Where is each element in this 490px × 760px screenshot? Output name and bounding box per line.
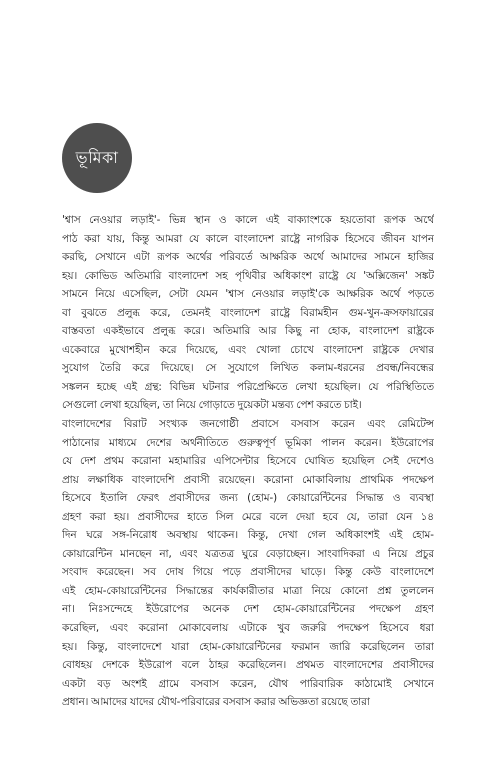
body-text <box>62 211 434 712</box>
text-line: পাঠানোর মাধ্যমে দেশের অর্থনীতিতে গুরুত্বপূর্ণ ভূমিকা পালন করেন। ইউরোপের <box>62 436 434 449</box>
text-line: করছি, সেখানে এটা রূপক অর্থের পরিবর্তে আক্ষরিক অর্থে আমাদের সামনে হাজির <box>62 251 434 264</box>
heading-badge <box>62 123 132 193</box>
paragraph <box>62 415 434 712</box>
text-line: বোধহয় দেশকে ইউরোপ বলে ঠাহর করেছিলেন। প্রথমত বাংলাদেশের প্রবাসীদের <box>62 659 434 672</box>
text-line: সুযোগ তৈরি করে দিয়েছে। সে সুযোগে লিখিত কলাম-ধরনের প্রবন্ধ/নিবন্ধের <box>62 362 434 375</box>
text-line: হয়। কোভিড অতিমারি বাংলাদেশ সহ পৃথিবীর অধিকাংশ রাষ্ট্রে যে 'অক্সিজেন' সঙ্কট <box>62 269 434 282</box>
text-line: সেগুলো লেখা হয়েছিল, তা নিয়ে গোড়াতে দুয়েকটা মন্তব্য পেশ করতে চাই। <box>62 399 362 412</box>
text-line: কোয়ারেন্টিন মানছেন না, এবং যত্রতত্র ঘুরে বেড়াচ্ছেন। সাংবাদিকরা এ নিয়ে প্রচুর <box>62 547 434 560</box>
text-line: দিন ঘরে সঙ্গ-নিরোধ অবস্থায় থাকেন। কিন্তু, দেখা গেল অধিকাংশই এই হোম- <box>62 529 434 542</box>
text-line: বাস্তবতা একইভাবে প্রলুব্ধ করে। অতিমারি আর কিছু না হোক, বাংলাদেশ রাষ্ট্রকে <box>62 325 434 338</box>
chapter-heading: ভূমিকা <box>75 147 119 167</box>
text-line: করেছিল, এবং করোনা মোকাবেলায় এটাকে খুব জরুরি পদক্ষেপ হিসেবে ধরা <box>62 622 434 635</box>
text-line: প্রধান। আমাদের যাদের যৌথ-পরিবারের বসবাস করার অভিজ্ঞতা রয়েছে তারা <box>62 696 370 709</box>
text-line: বা বুঝতে প্রলুব্ধ করে, তেমনই বাংলাদেশ রাষ্ট্রে বিরামহীন গুম-খুন-ক্রসফায়ারের <box>62 306 434 319</box>
text-line: হয়। কিন্তু, বাংলাদেশে যারা হোম-কোয়ারেন্টিনের ফরমান জারি করেছিলেন তারা <box>62 640 434 653</box>
text-line: এই হোম-কোয়ারেন্টিনের সিদ্ধান্তের কার্যকারীতার মাত্রা নিয়ে কোনো প্রশ্ন তুললেন <box>62 584 434 597</box>
paragraph <box>62 211 434 415</box>
text-line: একটা বড় অংশই গ্রামে বসবাস করেন, যৌথ পারিবারিক কাঠামোই সেখানে <box>62 677 434 690</box>
text-line: যে দেশ প্রথম করোনা মহামারির এপিসেন্টার হিসেবে ঘোষিত হয়েছিল সেই দেশেও <box>62 455 434 468</box>
text-line: সামনে নিয়ে এসেছিল, সেটা যেমন 'শ্বাস নেওয়ার লড়াই'কে আক্ষরিক অর্থে পড়তে <box>62 288 434 301</box>
text-line: সংবাদ করেছেন। সব দোষ গিয়ে পড়ে প্রবাসীদের ঘাড়ে। কিন্তু কেউ বাংলাদেশে <box>62 566 434 579</box>
text-line: বাংলাদেশের বিরাট সংখ্যক জনগোষ্ঠী প্রবাসে বসবাস করেন এবং রেমিটেন্স <box>62 418 434 431</box>
text-line: প্রায় লক্ষাধিক বাংলাদেশি প্রবাসী রয়েছেন। করোনা মোকাবিলায় প্রাথমিক পদক্ষেপ <box>62 473 434 486</box>
text-line: পাঠ করা যায়, কিন্তু আমরা যে কালে বাংলাদেশ রাষ্ট্রে নাগরিক হিসেবে জীবন যাপন <box>62 232 434 245</box>
text-line: সঙ্কলন হচ্ছে এই গ্রন্থ: বিভিন্ন ঘটনার পরিপ্রেক্ষিতে লেখা হয়েছিল। যে পরিস্থিতিতে <box>62 380 434 393</box>
text-line: হিসেবে ইতালি ফেরৎ প্রবাসীদের জন্য (হোম-) কোয়ারেন্টিনের সিদ্ধান্ত ও ব্যবস্থা <box>62 492 434 505</box>
text-line: 'শ্বাস নেওয়ার লড়াই'- ভিন্ন স্থান ও কালে এই বাক্যাংশকে হয়তোবা রূপক অর্থে <box>62 214 434 226</box>
text-line: একেবারে মুখোশহীন করে দিয়েছে, এবং খোলা চোখে বাংলাদেশ রাষ্ট্রকে দেখার <box>62 343 434 356</box>
text-line: না। নিঃসন্দেহে ইউরোপের অনেক দেশ হোম-কোয়ারেন্টিনের পদক্ষেপ গ্রহণ <box>62 603 434 616</box>
text-line: গ্রহণ করা হয়। প্রবাসীদের হাতে সিল মেরে বলে দেয়া হবে যে, তারা যেন ১৪ <box>62 510 434 523</box>
